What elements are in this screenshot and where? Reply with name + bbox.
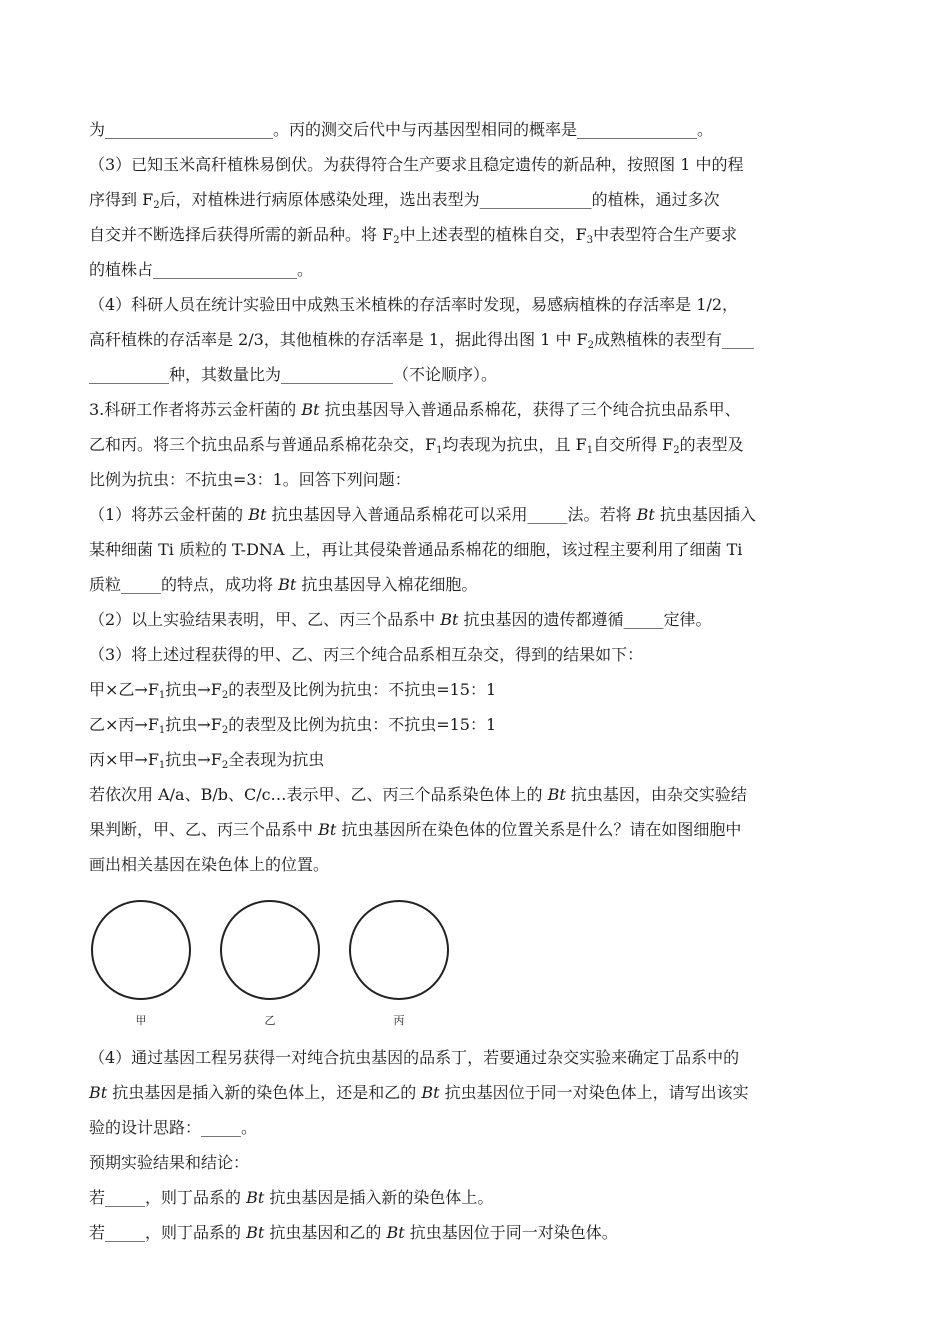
- text-line: 某种细菌 Ti 质粒的 T-DNA 上，再让其侵染普通品系棉花的细胞，该过程主要利用了细菌 Ti: [89, 540, 743, 559]
- text-line: 预期实验结果和结论：: [89, 1153, 250, 1172]
- cell-label-bing: 丙: [393, 1014, 405, 1027]
- text-line: 为_____________________。丙的测交后代中与丙基因型相同的概率是_______________。: [89, 120, 714, 139]
- cross-result-line: 丙×甲$\to F_1$抗虫$\to F_2$全表现为抗虫: [89, 750, 325, 771]
- question-3-2: （2）以上实验结果表明，甲、乙、丙三个品系中 Bt 抗虫基因的遗传都遵循_____定律。: [89, 610, 712, 629]
- text-line: 验的设计思路：_____。: [89, 1118, 258, 1137]
- text-line: Bt 抗虫基因是插入新的染色体上，还是和乙的 Bt 抗虫基因位于同一对染色体上，请写出该实: [89, 1083, 749, 1102]
- text-line: 乙和丙。将三个抗虫品系与普通品系棉花杂交，$F_1$均表现为抗虫，且 $F_1$自交所得 $F_2$的表型及: [89, 435, 744, 456]
- text-line: 质粒_____的特点，成功将 Bt 抗虫基因导入棉花细胞。: [89, 575, 478, 594]
- question-3: 3.科研工作者将苏云金杆菌的 Bt 抗虫基因导入普通品系棉花，获得了三个纯合抗虫品系甲、: [89, 400, 741, 419]
- cross-result-line: 甲×乙$\to F_1$抗虫$\to F_2$的表型及比例为抗虫：不抗虫=15：1: [89, 680, 497, 701]
- question-3-3: （3）将上述过程获得的甲、乙、丙三个纯合品系相互杂交，得到的结果如下：: [89, 645, 644, 664]
- cell-diagram-figure: [89, 888, 867, 1038]
- question-3-1: （1）将苏云金杆菌的 Bt 抗虫基因导入普通品系棉花可以采用_____法。若将 Bt 抗虫基因插入: [89, 505, 756, 524]
- text-line: 若依次用 A/a、B/b、C/c…表示甲、乙、丙三个品系染色体上的 Bt 抗虫基因，由杂交实验结: [89, 785, 747, 804]
- text-line: 果判断，甲、乙、丙三个品系中 Bt 抗虫基因所在染色体的位置关系是什么？请在如图细胞中: [89, 820, 742, 839]
- question-3-4: （4）通过基因工程另获得一对纯合抗虫基因的品系丁，若要通过杂交实验来确定丁品系中的: [89, 1048, 740, 1067]
- text-line: 序得到 $F_2$后，对植株进行病原体感染处理，选出表型为______________的植株，通过多次: [89, 190, 720, 211]
- text-line: 自交并不断选择后获得所需的新品种。将 $F_2$中上述表型的植株自交，$F_3$中表型符合生产要求: [89, 225, 738, 246]
- text-line: __________种，其数量比为______________（不论顺序）。: [89, 365, 498, 384]
- conclusion-line: 若_____，则丁品系的 Bt 抗虫基因是插入新的染色体上。: [89, 1188, 494, 1207]
- cell-label-jia: 甲: [135, 1014, 147, 1027]
- text-line: 画出相关基因在染色体上的位置。: [89, 855, 330, 874]
- text-line: 高秆植株的存活率是 2/3，其他植株的存活率是 1，据此得出图 1 中 $F_2$成熟植株的表型有____: [89, 330, 755, 351]
- text-line: 比例为抗虫：不抗虫=3：1。回答下列问题：: [89, 470, 411, 489]
- conclusion-line: 若_____，则丁品系的 Bt 抗虫基因和乙的 Bt 抗虫基因位于同一对染色体。: [89, 1223, 618, 1242]
- cross-result-line: 乙×丙$\to F_1$抗虫$\to F_2$的表型及比例为抗虫：不抗虫=15：1: [89, 715, 497, 736]
- text-line: 的植株占__________________。: [89, 260, 314, 279]
- cell-circle-jia: [91, 900, 191, 1000]
- question-2-3: （3）已知玉米高秆植株易倒伏。为获得符合生产要求且稳定遗传的新品种，按照图 1 中的程: [89, 155, 744, 174]
- document-page: [89, 112, 867, 1250]
- cell-circle-bing: [349, 900, 449, 1000]
- question-2-4: （4）科研人员在统计实验田中成熟玉米植株的存活率时发现，易感病植株的存活率是 1/2，: [89, 295, 739, 314]
- cell-circle-yi: [220, 900, 320, 1000]
- cell-label-yi: 乙: [264, 1014, 276, 1027]
